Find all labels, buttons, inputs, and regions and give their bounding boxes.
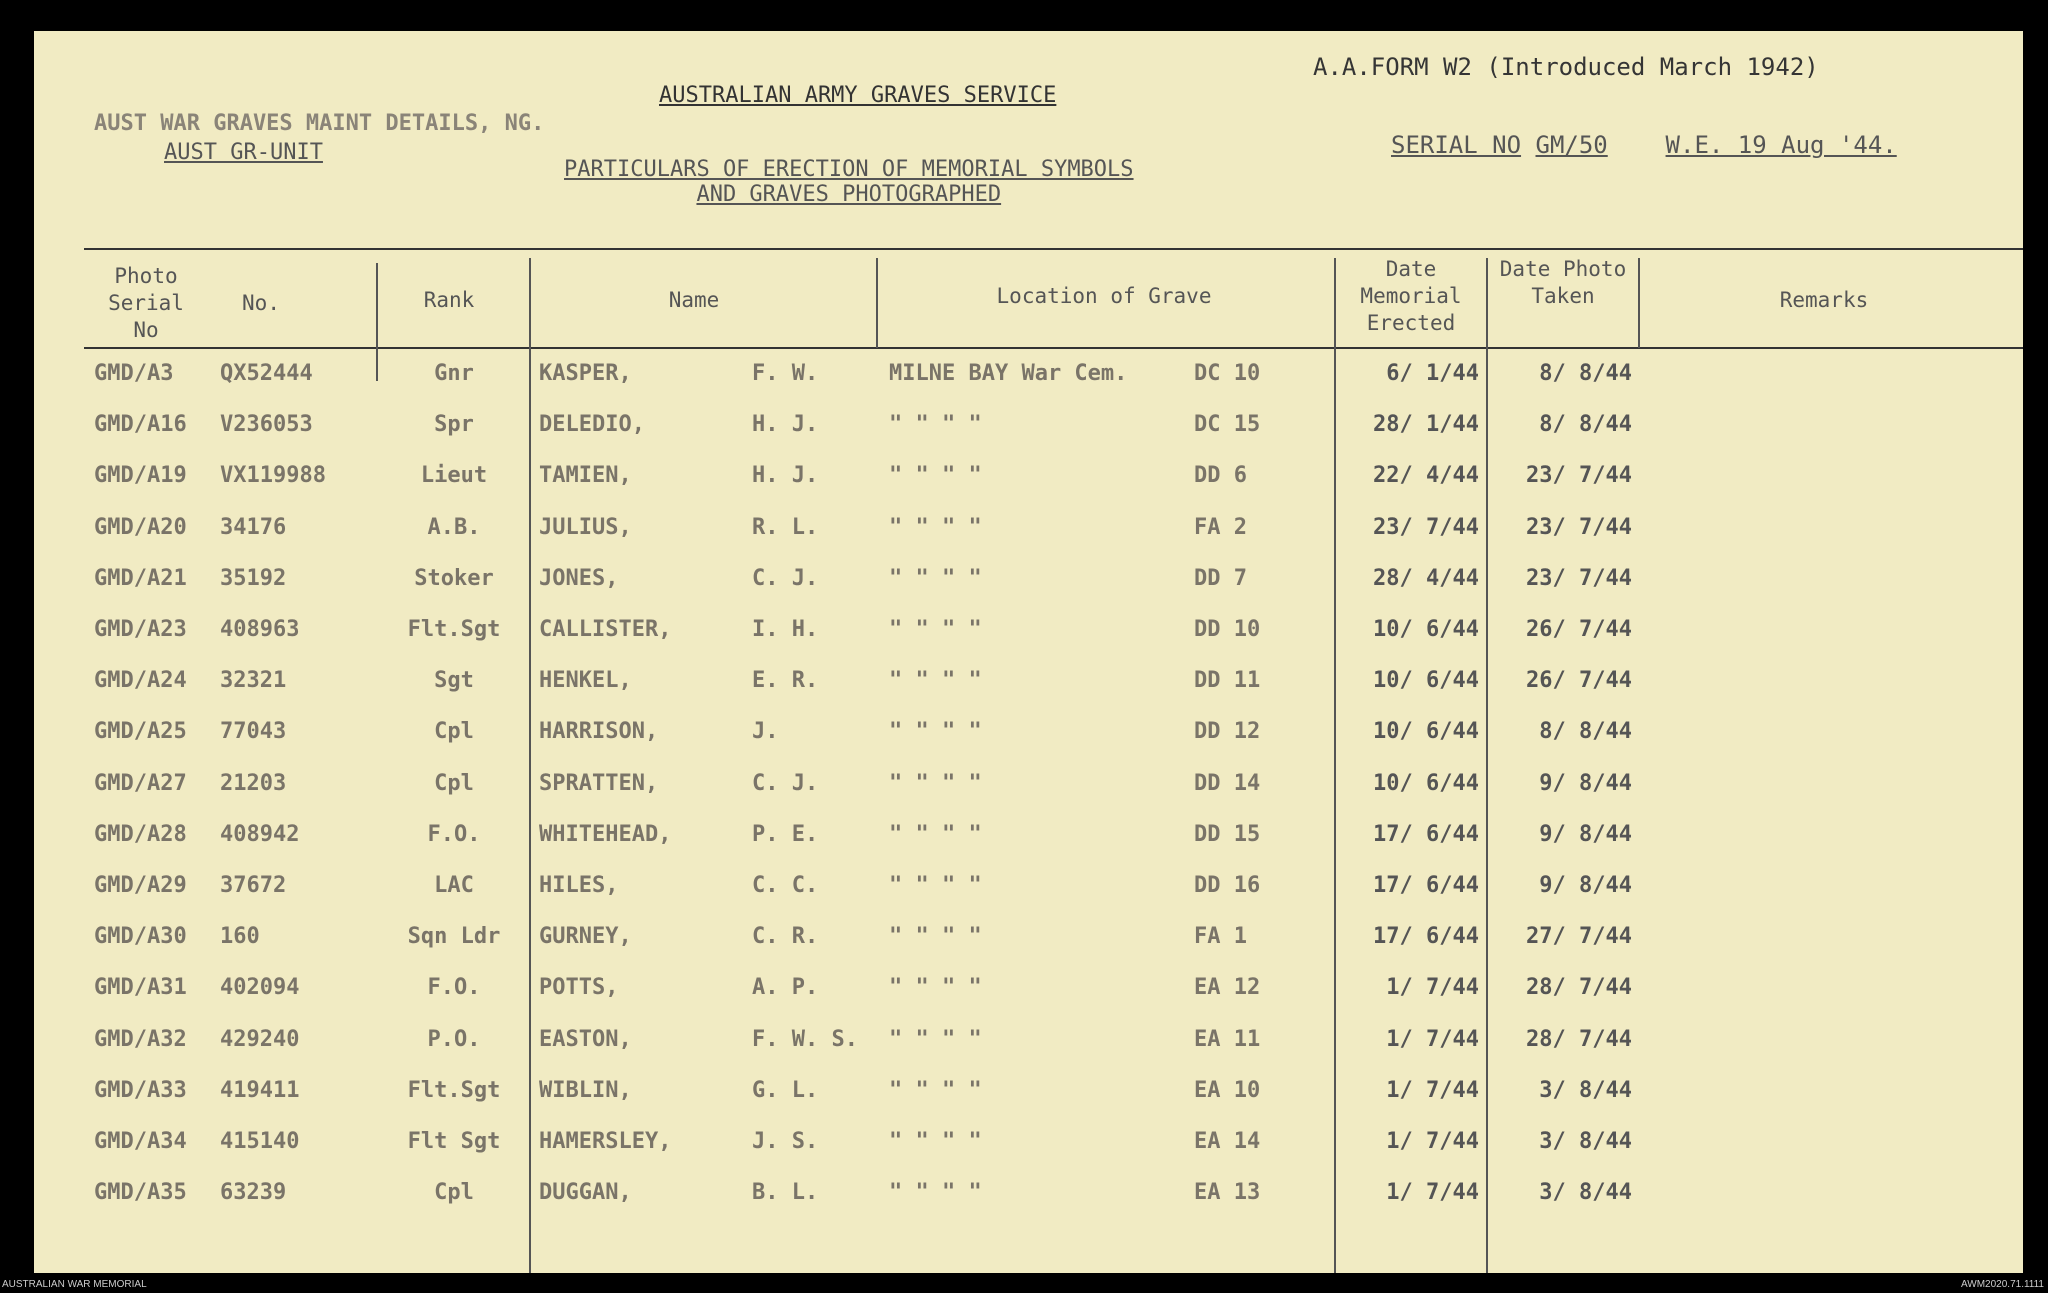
table-cell-rank: F.O.	[427, 975, 481, 1000]
table-cell-erected: 1/ 7/44	[1386, 1027, 1479, 1052]
table-cell-surname: DUGGAN,	[539, 1180, 632, 1205]
table-cell-erected: 6/ 1/44	[1386, 361, 1479, 386]
table-cell-erected: 1/ 7/44	[1386, 1129, 1479, 1154]
table-cell-serial: GMD/A16	[94, 412, 187, 437]
table-cell-rank: A.B.	[427, 515, 481, 540]
table-cell-initials: C. C.	[752, 873, 819, 898]
column-divider	[1486, 258, 1488, 1273]
table-cell-erected: 10/ 6/44	[1373, 771, 1479, 796]
table-cell-photo: 23/ 7/44	[1526, 566, 1632, 591]
serial-block	[1391, 131, 1897, 159]
table-cell-initials: B. L.	[752, 1180, 819, 1205]
column-divider	[376, 263, 378, 381]
table-cell-location: " " " "	[889, 1180, 982, 1205]
table-cell-photo: 26/ 7/44	[1526, 617, 1632, 642]
table-cell-serial: GMD/A33	[94, 1078, 187, 1103]
table-cell-initials: C. J.	[752, 771, 819, 796]
column-divider	[876, 258, 878, 348]
table-cell-rank: P.O.	[427, 1027, 481, 1052]
table-cell-no: 408942	[220, 822, 300, 847]
table-cell-surname: HARRISON,	[539, 719, 659, 744]
table-cell-surname: POTTS,	[539, 975, 619, 1000]
header-no: No.	[242, 291, 280, 315]
header-photo-serial: Photo Serial No	[108, 264, 184, 342]
header-location: Location of Grave	[996, 284, 1212, 308]
table-cell-erected: 28/ 4/44	[1373, 566, 1479, 591]
table-cell-plot: EA 14	[1194, 1129, 1261, 1154]
table-cell-location: " " " "	[889, 515, 982, 540]
table-cell-no: 402094	[220, 975, 300, 1000]
table-cell-initials: C. J.	[752, 566, 819, 591]
table-cell-initials: J. S.	[752, 1129, 819, 1154]
table-cell-no: V236053	[220, 412, 313, 437]
table-cell-plot: EA 10	[1194, 1078, 1261, 1103]
table-cell-serial: GMD/A29	[94, 873, 187, 898]
table-cell-plot: DC 15	[1194, 412, 1261, 437]
table-cell-no: 37672	[220, 873, 287, 898]
table-cell-location: " " " "	[889, 873, 982, 898]
table-cell-photo: 9/ 8/44	[1539, 873, 1632, 898]
table-cell-photo: 26/ 7/44	[1526, 668, 1632, 693]
table-cell-location: " " " "	[889, 668, 982, 693]
table-cell-photo: 3/ 8/44	[1539, 1129, 1632, 1154]
unit-line-1: AUST WAR GRAVES MAINT DETAILS, NG.	[94, 111, 545, 136]
table-cell-rank: Flt Sgt	[407, 1129, 501, 1154]
table-cell-plot: DD 10	[1194, 617, 1261, 642]
table-cell-erected: 17/ 6/44	[1373, 822, 1479, 847]
table-cell-surname: GURNEY,	[539, 924, 632, 949]
table-cell-surname: SPRATTEN,	[539, 771, 659, 796]
table-cell-plot: EA 11	[1194, 1027, 1261, 1052]
table-cell-initials: G. L.	[752, 1078, 819, 1103]
table-cell-serial: GMD/A21	[94, 566, 187, 591]
table-cell-no: 408963	[220, 617, 300, 642]
table-cell-serial: GMD/A27	[94, 771, 187, 796]
table-cell-serial: GMD/A28	[94, 822, 187, 847]
table-cell-surname: DELEDIO,	[539, 412, 645, 437]
table-cell-erected: 1/ 7/44	[1386, 1180, 1479, 1205]
table-cell-rank: Gnr	[434, 361, 474, 386]
table-cell-location: " " " "	[889, 1129, 982, 1154]
table-cell-photo: 3/ 8/44	[1539, 1078, 1632, 1103]
table-cell-location: " " " "	[889, 566, 982, 591]
table-cell-photo: 8/ 8/44	[1539, 412, 1632, 437]
table-cell-initials: J.	[752, 719, 779, 744]
table-cell-erected: 22/ 4/44	[1373, 463, 1479, 488]
table-cell-no: 32321	[220, 668, 287, 693]
table-cell-no: 419411	[220, 1078, 300, 1103]
document-page	[34, 31, 2023, 1273]
particulars-title	[564, 157, 1134, 207]
table-cell-erected: 10/ 6/44	[1373, 668, 1479, 693]
table-cell-location: " " " "	[889, 822, 982, 847]
table-cell-no: 34176	[220, 515, 287, 540]
table-cell-photo: 3/ 8/44	[1539, 1180, 1632, 1205]
table-cell-initials: R. L.	[752, 515, 819, 540]
table-cell-rank: Spr	[434, 412, 474, 437]
footer-right: AWM2020.71.1111	[1960, 1279, 2044, 1290]
table-cell-serial: GMD/A34	[94, 1129, 187, 1154]
table-cell-location: " " " "	[889, 463, 982, 488]
table-cell-rank: F.O.	[427, 822, 481, 847]
table-cell-serial: GMD/A25	[94, 719, 187, 744]
table-cell-plot: DD 7	[1194, 566, 1247, 591]
service-title: AUSTRALIAN ARMY GRAVES SERVICE	[659, 83, 1057, 108]
table-cell-rank: Flt.Sgt	[407, 617, 501, 642]
table-cell-erected: 17/ 6/44	[1373, 873, 1479, 898]
table-cell-location: " " " "	[889, 975, 982, 1000]
table-cell-photo: 23/ 7/44	[1526, 515, 1632, 540]
serial-label: SERIAL NO	[1391, 131, 1522, 159]
table-cell-initials: I. H.	[752, 617, 819, 642]
week-ending: W.E. 19 Aug '44.	[1665, 131, 1897, 159]
table-header-rule	[84, 347, 2023, 349]
serial-value: GM/50	[1535, 131, 1608, 159]
table-cell-photo: 28/ 7/44	[1526, 1027, 1632, 1052]
table-cell-initials: F. W. S.	[752, 1027, 858, 1052]
table-cell-surname: HENKEL,	[539, 668, 632, 693]
table-cell-rank: Lieut	[420, 463, 488, 488]
table-cell-plot: DD 11	[1194, 668, 1261, 693]
table-cell-no: 21203	[220, 771, 287, 796]
table-cell-rank: Cpl	[434, 1180, 474, 1205]
form-id: A.A.FORM W2 (Introduced March 1942)	[1313, 53, 1819, 81]
table-cell-rank: Flt.Sgt	[407, 1078, 501, 1103]
table-cell-rank: Sqn Ldr	[407, 924, 501, 949]
table-cell-surname: KASPER,	[539, 361, 632, 386]
table-cell-rank: Cpl	[434, 771, 474, 796]
table-cell-plot: DD 16	[1194, 873, 1261, 898]
table-cell-photo: 23/ 7/44	[1526, 463, 1632, 488]
table-cell-plot: DC 10	[1194, 361, 1261, 386]
table-cell-location: " " " "	[889, 719, 982, 744]
table-cell-location: " " " "	[889, 1078, 982, 1103]
table-cell-no: VX119988	[220, 463, 326, 488]
table-cell-surname: WHITEHEAD,	[539, 822, 672, 847]
table-cell-location: " " " "	[889, 412, 982, 437]
table-cell-initials: F. W.	[752, 361, 819, 386]
column-divider	[1638, 258, 1640, 348]
table-cell-location: MILNE BAY War Cem.	[889, 361, 1128, 386]
table-cell-rank: Sgt	[434, 668, 474, 693]
table-cell-photo: 28/ 7/44	[1526, 975, 1632, 1000]
table-cell-initials: E. R.	[752, 668, 819, 693]
table-cell-no: 35192	[220, 566, 287, 591]
table-cell-photo: 27/ 7/44	[1526, 924, 1632, 949]
table-cell-plot: DD 14	[1194, 771, 1261, 796]
table-cell-surname: CALLISTER,	[539, 617, 672, 642]
table-cell-initials: H. J.	[752, 463, 819, 488]
table-cell-surname: TAMIEN,	[539, 463, 632, 488]
table-cell-no: 160	[220, 924, 260, 949]
header-rank: Rank	[423, 288, 475, 312]
table-cell-surname: JONES,	[539, 566, 619, 591]
header-remarks: Remarks	[1779, 288, 1869, 312]
table-cell-initials: A. P.	[752, 975, 819, 1000]
table-top-rule	[84, 248, 2023, 250]
table-cell-location: " " " "	[889, 617, 982, 642]
table-cell-serial: GMD/A3	[94, 361, 174, 386]
particulars-line-2: AND GRAVES PHOTOGRAPHED	[696, 182, 1002, 207]
table-cell-initials: H. J.	[752, 412, 819, 437]
header-date-memorial: Date Memorial Erected	[1360, 257, 1462, 335]
table-cell-erected: 10/ 6/44	[1373, 617, 1479, 642]
table-cell-plot: DD 15	[1194, 822, 1261, 847]
table-cell-location: " " " "	[889, 924, 982, 949]
column-divider	[1334, 258, 1336, 1273]
column-divider	[529, 258, 531, 1273]
table-cell-plot: FA 1	[1194, 924, 1247, 949]
table-cell-erected: 1/ 7/44	[1386, 975, 1479, 1000]
table-cell-photo: 9/ 8/44	[1539, 771, 1632, 796]
table-cell-surname: JULIUS,	[539, 515, 632, 540]
table-cell-serial: GMD/A35	[94, 1180, 187, 1205]
table-cell-initials: C. R.	[752, 924, 819, 949]
unit-line-2: AUST GR-UNIT	[164, 140, 323, 165]
table-cell-serial: GMD/A31	[94, 975, 187, 1000]
table-cell-location: " " " "	[889, 771, 982, 796]
table-cell-rank: LAC	[434, 873, 474, 898]
table-cell-surname: HILES,	[539, 873, 619, 898]
table-cell-serial: GMD/A30	[94, 924, 187, 949]
table-cell-photo: 9/ 8/44	[1539, 822, 1632, 847]
table-cell-plot: DD 12	[1194, 719, 1261, 744]
table-cell-photo: 8/ 8/44	[1539, 361, 1632, 386]
table-cell-no: 429240	[220, 1027, 300, 1052]
table-cell-rank: Stoker	[414, 566, 494, 591]
footer-left: AUSTRALIAN WAR MEMORIAL	[2, 1279, 147, 1290]
particulars-line-1: PARTICULARS OF ERECTION OF MEMORIAL SYMBOLS	[564, 157, 1134, 182]
table-cell-initials: P. E.	[752, 822, 819, 847]
table-cell-no: QX52444	[220, 361, 313, 386]
table-cell-serial: GMD/A23	[94, 617, 187, 642]
table-cell-serial: GMD/A32	[94, 1027, 187, 1052]
table-cell-photo: 8/ 8/44	[1539, 719, 1632, 744]
table-cell-rank: Cpl	[434, 719, 474, 744]
table-cell-plot: EA 13	[1194, 1180, 1261, 1205]
header-name: Name	[668, 288, 720, 312]
header-date-photo: Date Photo Taken	[1499, 257, 1627, 308]
table-cell-surname: HAMERSLEY,	[539, 1129, 672, 1154]
table-cell-serial: GMD/A24	[94, 668, 187, 693]
table-cell-surname: EASTON,	[539, 1027, 632, 1052]
table-cell-erected: 28/ 1/44	[1373, 412, 1479, 437]
table-cell-serial: GMD/A20	[94, 515, 187, 540]
table-cell-plot: DD 6	[1194, 463, 1247, 488]
table-cell-surname: WIBLIN,	[539, 1078, 632, 1103]
table-cell-erected: 1/ 7/44	[1386, 1078, 1479, 1103]
table-cell-erected: 23/ 7/44	[1373, 515, 1479, 540]
table-cell-location: " " " "	[889, 1027, 982, 1052]
table-cell-plot: EA 12	[1194, 975, 1261, 1000]
table-cell-no: 415140	[220, 1129, 300, 1154]
table-cell-erected: 17/ 6/44	[1373, 924, 1479, 949]
table-cell-serial: GMD/A19	[94, 463, 187, 488]
table-cell-no: 63239	[220, 1180, 287, 1205]
table-cell-erected: 10/ 6/44	[1373, 719, 1479, 744]
table-cell-no: 77043	[220, 719, 287, 744]
table-cell-plot: FA 2	[1194, 515, 1247, 540]
